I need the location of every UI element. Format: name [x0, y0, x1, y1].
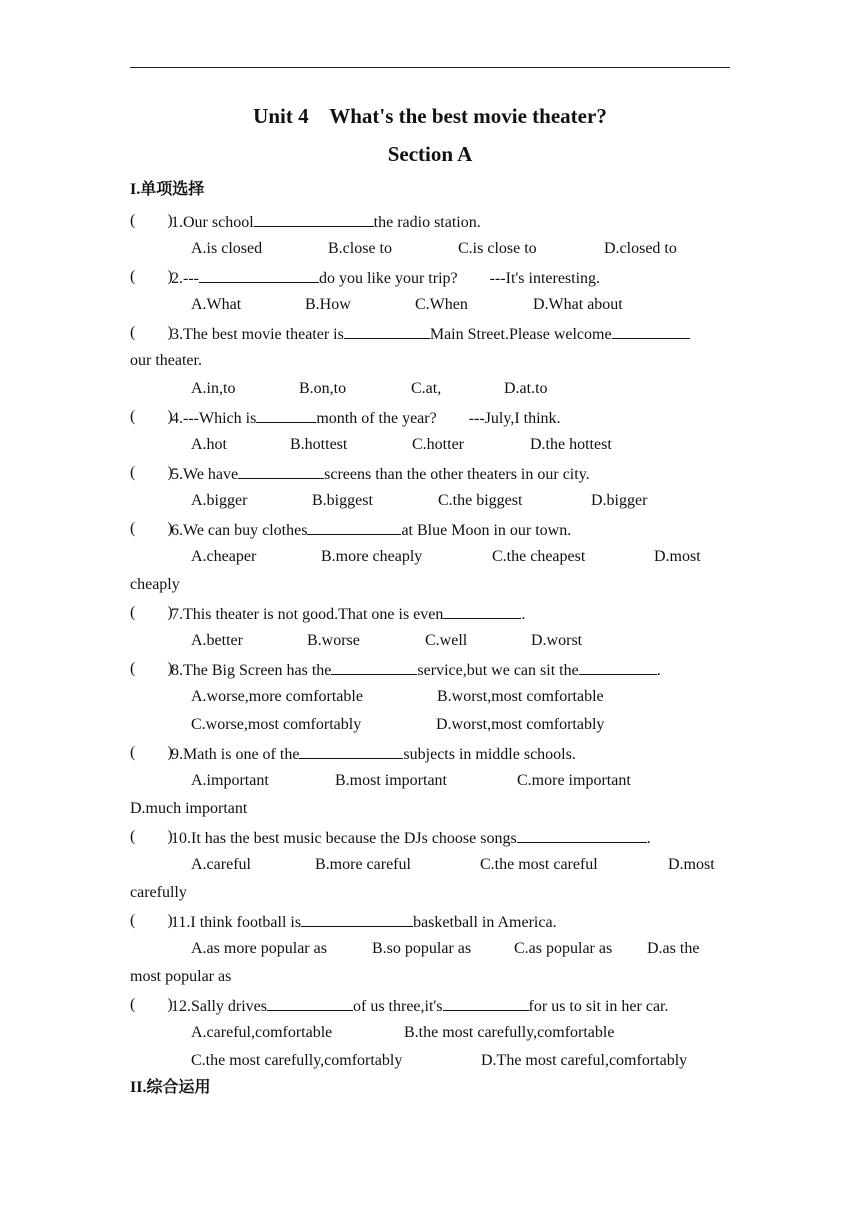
answer-blank[interactable] [579, 659, 657, 675]
question-text: . [521, 606, 526, 623]
option: A.better [191, 632, 243, 649]
question-continuation: cheaply [130, 576, 180, 593]
answer-blank[interactable] [238, 463, 324, 479]
answer-paren: ( ) [130, 660, 173, 677]
answer-paren: ( ) [130, 744, 173, 761]
question-text: 6.We can buy clothes [171, 522, 308, 539]
question-text: 4.---Which is [171, 410, 257, 427]
option: B.on,to [299, 380, 347, 397]
option: C.the most careful [480, 856, 598, 873]
option: C.hotter [412, 436, 464, 453]
answer-paren: ( ) [130, 268, 173, 285]
option: A.bigger [191, 492, 248, 509]
question-text: at Blue Moon in our town. [401, 522, 572, 539]
question-text: for us to sit in her car. [528, 998, 669, 1015]
question-text: 8.The Big Screen has the [171, 662, 332, 679]
answer-paren: ( ) [130, 828, 173, 845]
question-text: basketball in America. [413, 914, 557, 931]
question-text: subjects in middle schools. [403, 746, 576, 763]
question-text: 1.Our school [171, 214, 254, 231]
option: B.worst,most comfortable [437, 688, 604, 705]
question-text: . [656, 662, 661, 679]
question-text: service,but we can sit the [417, 662, 579, 679]
section-heading-1: I.单项选择 [130, 181, 205, 198]
answer-paren: ( ) [130, 520, 173, 537]
answer-blank[interactable] [267, 995, 353, 1011]
option: B.worse [307, 632, 360, 649]
option: A.important [191, 772, 269, 789]
option: C.the most carefully,comfortably [191, 1052, 403, 1069]
option: A.careful [191, 856, 251, 873]
option: A.What [191, 296, 242, 313]
option: B.biggest [312, 492, 373, 509]
header-rule [130, 67, 730, 68]
option: A.cheaper [191, 548, 257, 565]
question-text: 7.This theater is not good.That one is even [171, 606, 444, 623]
answer-blank[interactable] [254, 211, 374, 227]
answer-blank[interactable] [299, 743, 403, 759]
question-text: month of the year? ---July,I think. [316, 410, 561, 427]
option: B.close to [328, 240, 392, 257]
option: D.most [668, 856, 715, 873]
option: A.careful,comfortable [191, 1024, 333, 1041]
answer-blank[interactable] [256, 407, 316, 423]
answer-paren: ( ) [130, 912, 173, 929]
answer-blank[interactable] [612, 323, 690, 339]
option: A.as more popular as [191, 940, 327, 957]
option: A.worse,more comfortable [191, 688, 363, 705]
question-continuation: most popular as [130, 968, 232, 985]
option: D.worst,most comfortably [436, 716, 605, 733]
option: D.most [654, 548, 701, 565]
answer-paren: ( ) [130, 996, 173, 1013]
answer-blank[interactable] [443, 995, 529, 1011]
question-text: of us three,it's [353, 998, 443, 1015]
answer-paren: ( ) [130, 604, 173, 621]
section-heading-2: II.综合运用 [130, 1079, 211, 1096]
question-continuation: carefully [130, 884, 187, 901]
option: A.is closed [191, 240, 263, 257]
answer-paren: ( ) [130, 464, 173, 481]
question-continuation: our theater. [130, 352, 202, 369]
option: C.is close to [458, 240, 537, 257]
option: D.What about [533, 296, 623, 313]
option: C.more important [517, 772, 631, 789]
option: D.bigger [591, 492, 648, 509]
option: C.the biggest [438, 492, 523, 509]
answer-paren: ( ) [130, 324, 173, 341]
question-text: 3.The best movie theater is [171, 326, 344, 343]
question-text: the radio station. [373, 214, 481, 231]
answer-blank[interactable] [344, 323, 430, 339]
answer-paren: ( ) [130, 408, 173, 425]
question-text: screens than the other theaters in our city. [324, 466, 590, 483]
answer-blank[interactable] [301, 911, 413, 927]
option: B.more careful [315, 856, 411, 873]
option: B.so popular as [372, 940, 472, 957]
option: C.When [415, 296, 468, 313]
option: D.at.to [504, 380, 548, 397]
option: D.closed to [604, 240, 677, 257]
question-text: do you like your trip? ---It's interesting. [318, 270, 601, 287]
option: C.at, [411, 380, 442, 397]
answer-blank[interactable] [443, 603, 521, 619]
answer-paren: ( ) [130, 212, 173, 229]
option: C.worse,most comfortably [191, 716, 362, 733]
option: A.hot [191, 436, 227, 453]
question-text: 5.We have [171, 466, 239, 483]
option: D.as the [647, 940, 700, 957]
page-title: Unit 4 What's the best movie theater? [253, 104, 607, 128]
question-text: 2.--- [171, 270, 199, 287]
answer-blank[interactable] [517, 827, 647, 843]
question-text: 11.I think football is [171, 914, 302, 931]
answer-blank[interactable] [307, 519, 401, 535]
answer-blank[interactable] [199, 267, 319, 283]
option: D.the hottest [530, 436, 612, 453]
option: C.as popular as [514, 940, 613, 957]
question-text: Main Street.Please welcome [429, 326, 612, 343]
option: A.in,to [191, 380, 236, 397]
option: C.well [425, 632, 468, 649]
option: D.worst [531, 632, 583, 649]
option: B.more cheaply [321, 548, 423, 565]
option: C.the cheapest [492, 548, 586, 565]
question-text: 10.It has the best music because the DJs choose songs [171, 830, 517, 847]
option: B.How [305, 296, 351, 313]
question-text: 9.Math is one of the [171, 746, 300, 763]
option: B.hottest [290, 436, 348, 453]
option: B.most important [335, 772, 447, 789]
option: B.the most carefully,comfortable [404, 1024, 615, 1041]
question-continuation: D.much important [130, 800, 248, 817]
question-text: 12.Sally drives [171, 998, 267, 1015]
page-subtitle: Section A [387, 142, 473, 166]
question-text: . [646, 830, 651, 847]
option: D.The most careful,comfortably [481, 1052, 688, 1069]
answer-blank[interactable] [331, 659, 417, 675]
